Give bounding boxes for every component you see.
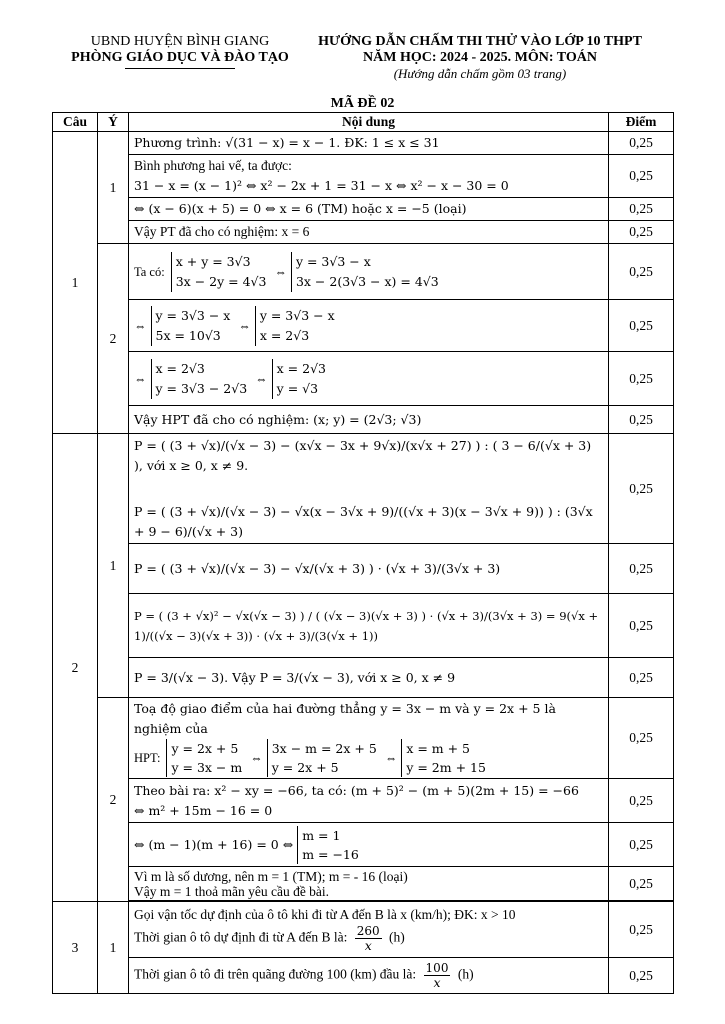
table-row: [53, 155, 674, 198]
answer-content: [129, 352, 609, 406]
answer-content: [129, 132, 609, 155]
score-cell: 0,25: [609, 867, 674, 901]
answer-content: [129, 544, 609, 594]
answer-text: Ta có:: [134, 264, 165, 279]
table-row: [53, 658, 674, 698]
answer-text: Phương trình: √(31 − x) = x − 1. ĐK: 1 ≤ x ≤ 31: [134, 135, 440, 150]
score-cell: 0,25: [609, 406, 674, 434]
score-cell: 0,25: [609, 155, 674, 198]
score-cell: 0,25: [609, 352, 674, 406]
answer-text: Vậy m = 1 thoả mãn yêu cầu đề bài.: [134, 883, 330, 899]
score-cell: 0,25: [609, 544, 674, 594]
school-year-subject: NĂM HỌC: 2024 - 2025. MÔN: TOÁN: [363, 50, 597, 65]
answer-content: [129, 434, 609, 544]
system-left: x = 2√3 y = 3√3 − 2√3: [151, 359, 251, 399]
answer-math: P = 3/(√x − 3). Vậy P = 3/(√x − 3), với x ≥ 0, x ≠ 9: [134, 669, 456, 685]
system-2: 3x − m = 2x + 5 y = 2x + 5: [267, 739, 381, 777]
question-number: 3: [53, 902, 98, 994]
score-cell: 0,25: [609, 434, 674, 544]
header-cau: Câu: [53, 113, 98, 132]
answer-math: ⇔ m² + 15m − 16 = 0: [134, 802, 273, 818]
system-left: y = 3√3 − x 5x = 10√3: [151, 306, 234, 346]
answer-content: [129, 221, 609, 244]
table-row: [53, 244, 674, 300]
equation-system: ⇔ x = 2√3 y = 3√3 − 2√3 ⇔ x = 2√3 y = √3: [134, 359, 330, 399]
score-cell: 0,25: [609, 221, 674, 244]
issuer-underline: [125, 68, 235, 69]
equation-system: ⇔ y = 3√3 − x 5x = 10√3 ⇔ y = 3√3 − x x = 2√3: [134, 306, 339, 346]
table-row: [53, 434, 674, 544]
exam-code: MÃ ĐỀ 02: [330, 96, 395, 111]
answer-text: Vậy HPT đã cho có nghiệm: (x; y) = (2√3; √3): [134, 411, 422, 427]
table-row: [53, 406, 674, 434]
system-right: x = 2√3 y = √3: [272, 359, 330, 399]
table-row: [53, 902, 674, 958]
table-row: [53, 779, 674, 823]
score-cell: 0,25: [609, 594, 674, 658]
equation-system: HPT: y = 2x + 5 y = 3x − m ⇔ 3x − m = 2x + 5 y = 2x + 5 ⇔ x = m + 5 y = 2m + 15: [134, 739, 490, 777]
table-row: [53, 698, 674, 779]
header-diem: Điểm: [609, 113, 674, 132]
equation-system: [134, 252, 443, 292]
answer-content: [129, 779, 609, 823]
answer-content: [129, 867, 609, 901]
answer-content: [129, 823, 609, 867]
answer-content: [129, 594, 609, 658]
issuer-district: UBND HUYỆN BÌNH GIANG: [90, 34, 270, 49]
answer-content: [129, 244, 609, 300]
table-row: [53, 867, 674, 901]
system-left: x + y = 3√3 3x − 2y = 4√3: [171, 252, 270, 292]
page-count-note: (Hướng dẫn chấm gồm 03 trang): [393, 66, 567, 81]
table-row: [53, 594, 674, 658]
cases: m = 1 m = −16: [298, 826, 363, 864]
system-1: y = 2x + 5 y = 3x − m: [167, 739, 246, 777]
part-number: 1: [98, 132, 129, 244]
part-number: 2: [98, 244, 129, 434]
score-cell: 0,25: [609, 902, 674, 958]
answer-math: P = ( (3 + √x)² − √x(√x − 3) ) / ( (√x − 3)(√x + 3) ) · (√x + 3)/(3√x + 3) = 9(√x + 1)/((√x − 3)(√x + 3)) · (√x + 3)/(3(√x + 1)): [134, 608, 599, 643]
table-row: [53, 352, 674, 406]
answer-content: Thời gian ô tô đi trên quãng đường 100 (km) đầu là: $\frac{100}{x}$ (h): [129, 958, 609, 994]
part-number: 1: [98, 902, 129, 994]
answer-text: Bình phương hai vế, ta được:: [134, 158, 292, 173]
answer-content: [129, 658, 609, 698]
table-header-row: [53, 113, 674, 132]
answer-content: [129, 155, 609, 198]
table-row: [53, 958, 674, 994]
grading-table: [52, 112, 674, 994]
answer-content: [129, 198, 609, 221]
table-row: [53, 132, 674, 155]
score-cell: 0,25: [609, 132, 674, 155]
answer-text: Toạ độ giao điểm của hai đường thẳng y = 3x − m và y = 2x + 5 là nghiệm của: [134, 701, 556, 736]
table-row: [53, 544, 674, 594]
score-cell: 0,25: [609, 779, 674, 823]
title-block: [300, 34, 660, 82]
answer-text: Vì m là số dương, nên m = 1 (TM); m = - 16 (loại): [134, 868, 408, 884]
fraction: $\frac{260}{x}$: [356, 924, 380, 953]
fraction: $\frac{100}{x}$: [425, 961, 449, 990]
system-right: y = 3√3 − x x = 2√3: [255, 306, 338, 346]
system-right: y = 3√3 − x 3x − 2(3√3 − x) = 4√3: [291, 252, 442, 292]
header-y: Ý: [98, 113, 129, 132]
part-number: 1: [98, 434, 129, 698]
answer-content: [129, 300, 609, 352]
answer-math: P = ( (3 + √x)/(√x − 3) − √x/(√x + 3) ) · (√x + 3)/(3√x + 3): [134, 560, 501, 576]
answer-math: ⇔ (x − 6)(x + 5) = 0 ⇔ x = 6 (TM) hoặc x = −5 (loại): [134, 201, 467, 216]
score-cell: 0,25: [609, 244, 674, 300]
document-title: HƯỚNG DẪN CHẤM THI THỬ VÀO LỚP 10 THPT: [318, 34, 642, 49]
part-number: 2: [98, 698, 129, 902]
table-row: [53, 300, 674, 352]
answer-text: Gọi vận tốc dự định của ô tô khi đi từ A đến B là x (km/h); ĐK: x > 10: [134, 907, 516, 922]
issuer-department: PHÒNG GIÁO DỤC VÀ ĐÀO TẠO: [71, 50, 289, 65]
issuer-block: [50, 34, 310, 69]
table-row: [53, 823, 674, 867]
answer-math: P = ( (3 + √x)/(√x − 3) − (x√x − 3x + 9√x)/(x√x + 27) ) : ( 3 − 6/(√x + 3) ), với x ≥ 0, x ≠ 9.: [134, 437, 592, 473]
table-row: [53, 221, 674, 244]
score-cell: 0,25: [609, 958, 674, 994]
score-cell: 0,25: [609, 698, 674, 779]
score-cell: 0,25: [609, 658, 674, 698]
equivalence-arrow: ⇔: [274, 264, 287, 279]
answer-math: 31 − x = (x − 1)² ⇔ x² − 2x + 1 = 31 − x ⇔ x² − x − 30 = 0: [134, 178, 509, 193]
question-number: 2: [53, 434, 98, 902]
score-cell: 0,25: [609, 198, 674, 221]
score-cell: 0,25: [609, 300, 674, 352]
answer-text: Thời gian ô tô dự định đi từ A đến B là:: [134, 929, 348, 945]
answer-content: [129, 698, 609, 779]
system-3: x = m + 5 y = 2m + 15: [402, 739, 490, 777]
answer-math: Theo bài ra: x² − xy = −66, ta có: (m + 5)² − (m + 5)(2m + 15) = −66: [134, 782, 579, 798]
answer-text: Thời gian ô tô đi trên quãng đường 100 (km) đầu là:: [134, 966, 417, 982]
answer-content: Gọi vận tốc dự định của ô tô khi đi từ A đến B là x (km/h); ĐK: x > 10 Thời gian ô tô dự định đi từ A đến B là: $\frac{260}{x}$ (h): [129, 902, 609, 958]
question-number: 1: [53, 132, 98, 434]
answer-content: [129, 406, 609, 434]
equation-cases: ⇔ (m − 1)(m + 16) = 0 ⇔ m = 1 m = −16: [134, 826, 363, 864]
answer-text: Vậy PT đã cho có nghiệm: x = 6: [134, 224, 310, 239]
table-row: [53, 198, 674, 221]
header-noi-dung: Nội dung: [129, 113, 609, 132]
answer-math: P = ( (3 + √x)/(√x − 3) − √x(x − 3√x + 9)/((√x + 3)(x − 3√x + 9)) ) : (3√x + 9 − 6)/(√x + 3): [134, 503, 593, 539]
score-cell: 0,25: [609, 823, 674, 867]
